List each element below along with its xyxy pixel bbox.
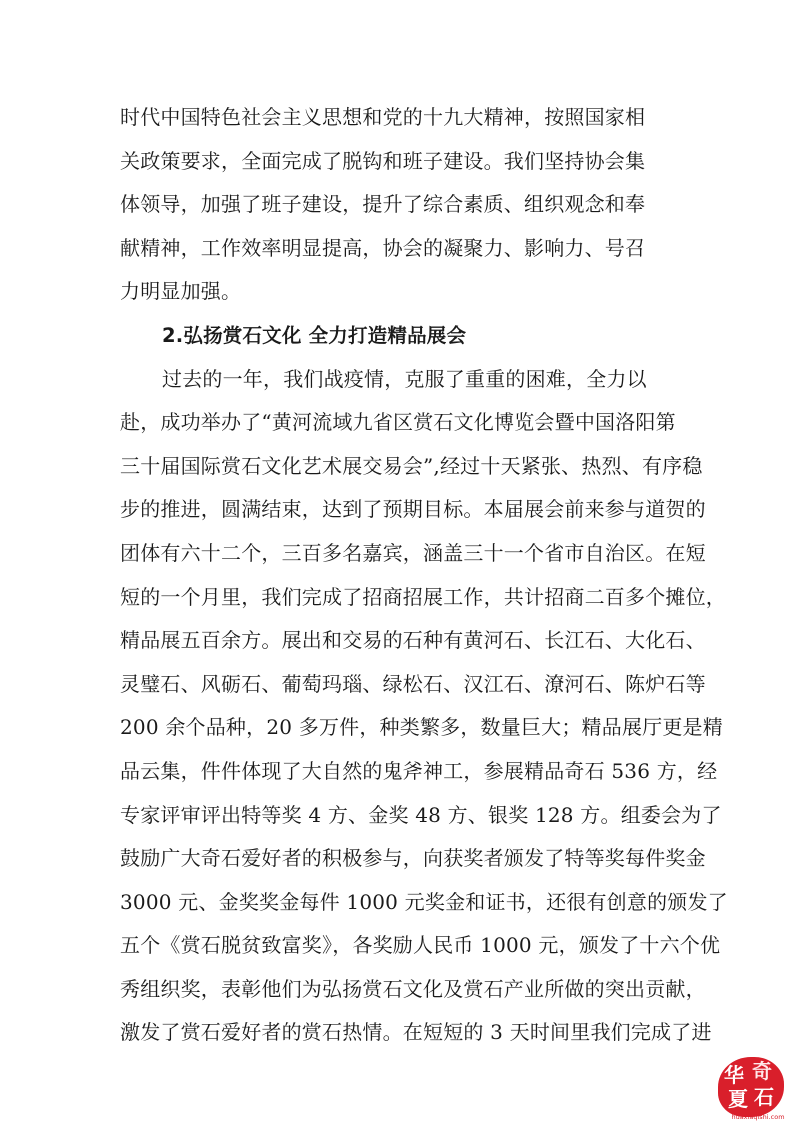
section-line: 过去的一年，我们战疫情，克服了重重的困难，全力以 <box>162 366 647 391</box>
section-line: 品云集，件件体现了大自然的鬼斧神工，参展精品奇石 536 方，经 <box>120 758 718 783</box>
section-line: 200 余个品种，20 多万件，种类繁多，数量巨大；精品展厅更是精 <box>120 715 723 740</box>
body-line: 力明显加强。 <box>120 279 242 304</box>
section-line: 三十届国际赏石文化艺术展交易会”,经过十天紧张、热烈、有序稳 <box>120 453 703 478</box>
body-line: 献精神，工作效率明显提高，协会的凝聚力、影响力、号召 <box>120 235 646 260</box>
section-line: 短的一个月里，我们完成了招商招展工作，共计招商二百多个摊位， <box>120 584 726 609</box>
watermark-url: huaxiaqishi.com <box>731 1113 785 1121</box>
watermark-char: 石 <box>754 1085 774 1109</box>
section-line: 五个《赏石脱贫致富奖》，各奖励人民币 1000 元，颁发了十六个优 <box>120 933 721 958</box>
section-heading: 2.弘扬赏石文化 全力打造精品展会 <box>162 323 467 347</box>
watermark-logo <box>718 1057 792 1123</box>
section-line: 精品展五百余方。展出和交易的石种有黄河石、长江石、大化石、 <box>120 628 706 653</box>
section-line: 激发了赏石爱好者的赏石热情。在短短的 3 天时间里我们完成了进 <box>120 1020 712 1045</box>
section-line: 秀组织奖，表彰他们为弘扬赏石文化及赏石产业所做的突出贡献， <box>120 976 706 1001</box>
section-line: 赴，成功举办了“黄河流域九省区赏石文化博览会暨中国洛阳第 <box>120 410 676 435</box>
body-line: 关政策要求，全面完成了脱钩和班子建设。我们坚持协会集 <box>120 148 646 173</box>
section-line: 鼓励广大奇石爱好者的积极参与，向获奖者颁发了特等奖每件奖金 <box>120 846 706 871</box>
watermark-char: 华 <box>724 1063 744 1087</box>
watermark-char: 奇 <box>752 1059 772 1083</box>
section-line: 步的推进，圆满结束，达到了预期目标。本届展会前来参与道贺的 <box>120 497 706 522</box>
section-line: 团体有六十二个，三百多名嘉宾，涵盖三十一个省市自治区。在短 <box>120 540 706 565</box>
watermark-char: 夏 <box>728 1087 748 1111</box>
body-line: 时代中国特色社会主义思想和党的十九大精神，按照国家相 <box>120 105 646 129</box>
section-line: 灵璧石、风砺石、葡萄玛瑙、绿松石、汉江石、潦河石、陈炉石等 <box>120 671 706 696</box>
document-page <box>120 96 728 1055</box>
section-line: 专家评审评出特等奖 4 方、金奖 48 方、银奖 128 方。组委会为了 <box>120 802 722 827</box>
body-line: 体领导，加强了班子建设，提升了综合素质、组织观念和奉 <box>120 192 646 217</box>
section-line: 3000 元、金奖奖金每件 1000 元奖金和证书，还很有创意的颁发了 <box>120 889 728 914</box>
